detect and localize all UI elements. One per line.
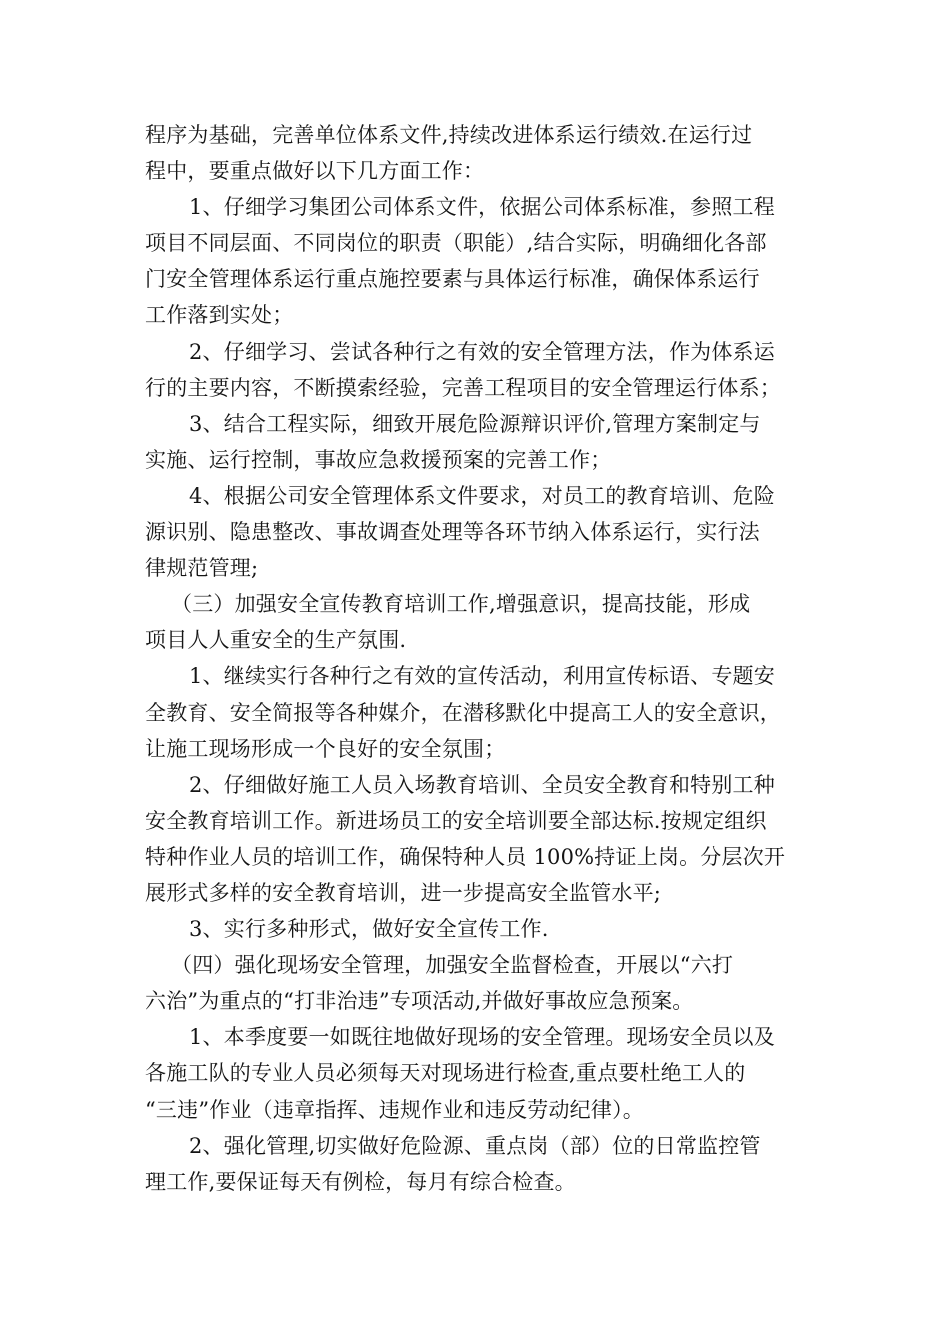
section-heading-4 (145, 947, 825, 1019)
text-line: 特种作业人员的培训工作，确保特种人员 100%持证上岗。分层次开 (145, 844, 786, 869)
text-line: 4、根据公司安全管理体系文件要求，对员工的教育培训、危险 (189, 483, 775, 508)
paragraph-item-3-3 (145, 911, 825, 947)
text-line: 理工作,要保证每天有例检，每月有综合检查。 (145, 1169, 576, 1194)
text-line: 源识别、隐患整改、事故调查处理等各环节纳入体系运行，实行法 (145, 520, 760, 545)
text-line: 1、本季度要一如既往地做好现场的安全管理。现场安全员以及 (189, 1025, 775, 1050)
text-line: 1、仔细学习集团公司体系文件，依据公司体系标准，参照工程 (189, 195, 775, 220)
text-line: 实施、运行控制，事故应急救援预案的完善工作； (145, 447, 612, 472)
paragraph-item-2 (145, 334, 825, 406)
text-line: （四）强化现场安全管理，加强安全监督检查，开展以“六打 (171, 953, 734, 978)
text-line: 2、仔细做好施工人员入场教育培训、全员安全教育和特别工种 (189, 772, 775, 797)
paragraph-item-3-2 (145, 767, 825, 911)
text-line: 六治”为重点的“打非治违”专项活动,并做好事故应急预案。 (145, 989, 694, 1014)
text-line: 项目人人重安全的生产氛围. (145, 628, 407, 653)
text-line: 让施工现场形成一个良好的安全氛围； (145, 736, 506, 761)
text-line: 3、实行多种形式，做好安全宣传工作. (189, 917, 549, 942)
text-line: 3、结合工程实际，细致开展危险源辩识评价,管理方案制定与 (189, 411, 761, 436)
text-line: “三违”作业（违章指挥、违规作业和违反劳动纪律）。 (145, 1097, 644, 1122)
text-line: 2、强化管理,切实做好危险源、重点岗（部）位的日常监控管 (189, 1133, 761, 1158)
paragraph-item-3-1 (145, 658, 825, 766)
paragraph-item-3 (145, 406, 825, 478)
text-line: 展形式多样的安全教育培训，进一步提高安全监管水平; (145, 880, 662, 905)
text-line: 律规范管理; (145, 556, 259, 581)
paragraph-item-4-1 (145, 1019, 825, 1127)
document-body (145, 117, 825, 1200)
text-line: 各施工队的专业人员必须每天对现场进行检查,重点要杜绝工人的 (145, 1061, 746, 1086)
paragraph-intro (145, 117, 825, 189)
text-line: 门安全管理体系运行重点施控要素与具体运行标准，确保体系运行 (145, 267, 760, 292)
paragraph-item-4-2 (145, 1128, 825, 1200)
text-line: 安全教育培训工作。新进场员工的安全培训要全部达标.按规定组织 (145, 808, 767, 833)
text-line: 工作落到实处； (145, 303, 294, 328)
text-line: 程中，要重点做好以下几方面工作： (145, 159, 485, 184)
text-line: 全教育、安全简报等各种媒介，在潜移默化中提高工人的安全意识， (145, 700, 781, 725)
text-line: 2、仔细学习、尝试各种行之有效的安全管理方法，作为体系运 (189, 339, 775, 364)
text-line: 程序为基础，完善单位体系文件,持续改进体系运行绩效.在运行过 (145, 123, 753, 147)
text-line: 1、继续实行各种行之有效的宣传活动，利用宣传标语、专题安 (189, 664, 775, 689)
text-line: 行的主要内容，不断摸索经验，完善工程项目的安全管理运行体系； (145, 375, 781, 400)
paragraph-item-4 (145, 478, 825, 586)
text-line: 项目不同层面、不同岗位的职责（职能）,结合实际，明确细化各部 (145, 231, 767, 256)
text-line: （三）加强安全宣传教育培训工作,增强意识，提高技能，形成 (171, 592, 751, 617)
section-heading-3 (145, 586, 825, 658)
paragraph-item-1 (145, 189, 825, 333)
